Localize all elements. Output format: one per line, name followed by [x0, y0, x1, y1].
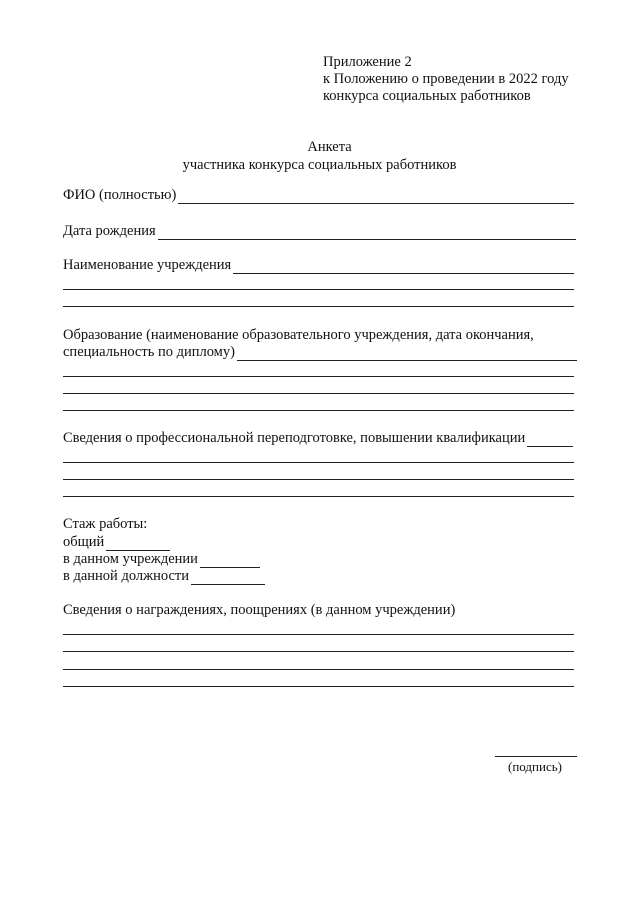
retraining-row — [63, 430, 573, 447]
experience-total-field[interactable] — [106, 537, 170, 551]
awards-line-2[interactable] — [63, 651, 574, 652]
institution-field[interactable] — [233, 260, 574, 274]
form-title-sub: участника конкурса социальных работников — [182, 157, 457, 173]
birth-date-field[interactable] — [158, 226, 576, 240]
form-title — [0, 138, 639, 174]
experience-total-row — [63, 534, 170, 551]
institution-label: Наименование учреждения — [63, 257, 232, 273]
fio-field[interactable] — [178, 190, 574, 204]
experience-heading: Стаж работы: — [63, 516, 148, 532]
experience-position-label: в данной должности — [63, 568, 190, 584]
retraining-line-4[interactable] — [63, 496, 574, 497]
experience-institution-label: в данном учреждении — [63, 551, 198, 567]
education-line-3[interactable] — [63, 393, 574, 394]
experience-position-row — [63, 568, 265, 585]
appendix-number: Приложение 2 — [323, 54, 412, 70]
education-label-line1: Образование (наименование образовательного учреждения, дата окончания, — [63, 327, 534, 343]
experience-institution-row — [63, 551, 260, 568]
appendix-contest: конкурса социальных работников — [323, 88, 531, 104]
experience-total-label: общий — [63, 534, 105, 550]
experience-position-field[interactable] — [191, 571, 265, 585]
awards-label: Сведения о награждениях, поощрениях (в данном учреждении) — [63, 602, 456, 618]
institution-row — [63, 257, 574, 274]
appendix-reference: к Положению о проведении в 2022 году — [323, 71, 569, 87]
institution-line-2[interactable] — [63, 289, 574, 290]
retraining-field[interactable] — [527, 433, 573, 447]
education-field[interactable] — [237, 347, 577, 361]
signature-caption: (подпись) — [508, 759, 562, 774]
awards-line-3[interactable] — [63, 669, 574, 670]
retraining-line-2[interactable] — [63, 462, 574, 463]
awards-line-1[interactable] — [63, 634, 574, 635]
appendix-header — [323, 54, 569, 105]
education-row — [63, 344, 577, 361]
fio-label: ФИО (полностью) — [63, 187, 177, 203]
retraining-line-3[interactable] — [63, 479, 574, 480]
form-title-main: Анкета — [307, 139, 352, 155]
experience-institution-field[interactable] — [200, 554, 260, 568]
awards-line-4[interactable] — [63, 686, 574, 687]
education-line-2[interactable] — [63, 376, 574, 377]
education-line-4[interactable] — [63, 410, 574, 411]
fio-row — [63, 187, 574, 204]
birth-date-label: Дата рождения — [63, 223, 156, 239]
institution-line-3[interactable] — [63, 306, 574, 307]
education-label-line2: специальность по диплому) — [63, 344, 235, 360]
retraining-label: Сведения о профессиональной переподготовке, повышении квалификации — [63, 430, 526, 446]
signature-field[interactable] — [495, 756, 577, 757]
birth-date-row — [63, 223, 576, 240]
